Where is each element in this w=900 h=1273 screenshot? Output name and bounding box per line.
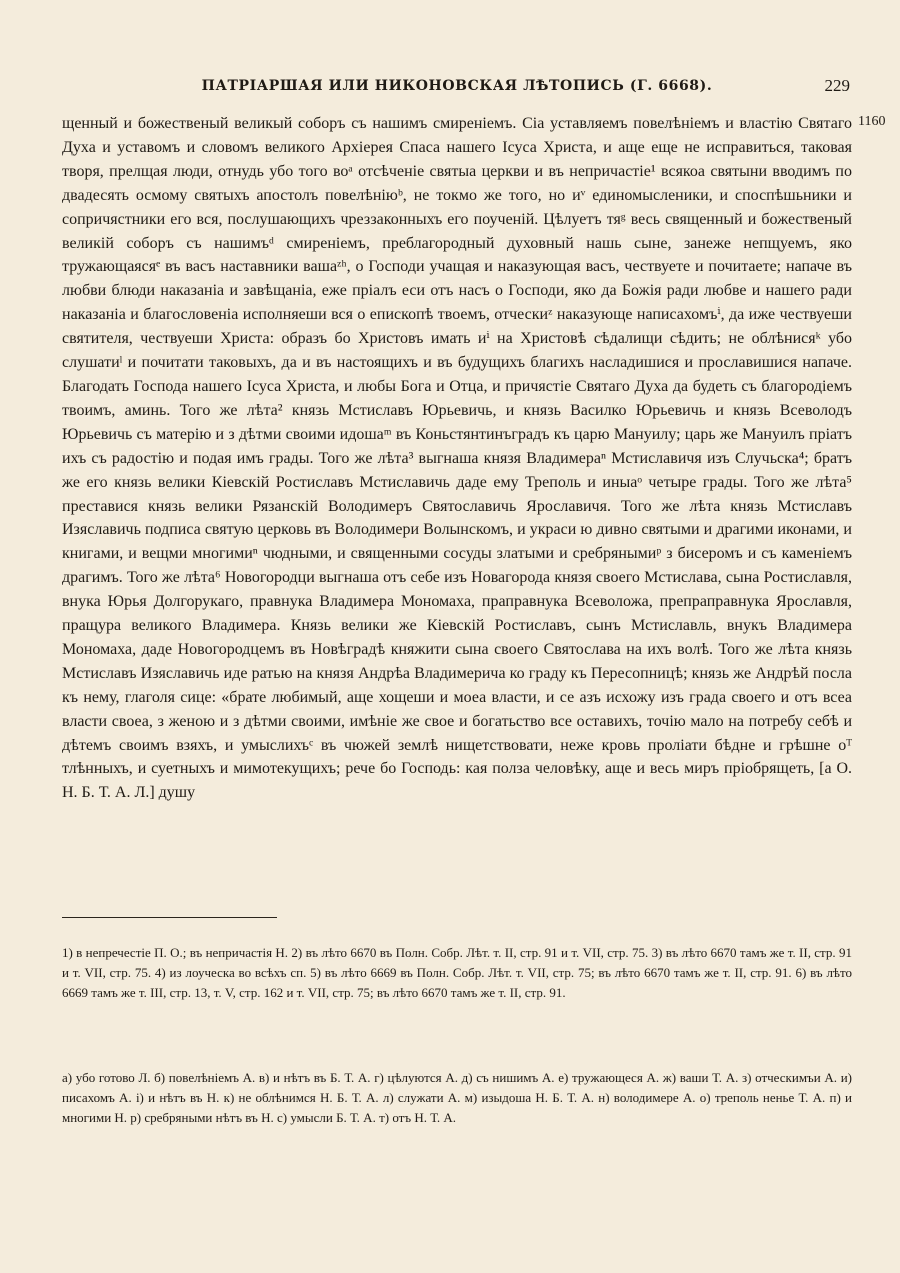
variant-readings-text: а) убо готово Л. б) повелѣніемъ А. в) и нѣтъ въ Б. Т. А. г) цѣлуются А. д) съ нишимъ А. е) тружающеся А. ж) ваши Т. А. з) отческимъи А. и) писахомъ А. і) и нѣтъ въ Н. к) не облѣнимся Н. Б. Т. А. л) служати А. м) изыдоша Н. Б. Т. А. н) володимере А. о) треполь ненье Т. А. п) и многими Н. р) сребряными нѣтъ въ Н. с) умысли Б. Т. А. т) отъ Н. Т. А. bbox=[62, 1070, 852, 1125]
margin-year: 1160 bbox=[858, 114, 886, 129]
running-title: ПАТРІАРШАЯ ИЛИ НИКОНОВСКАЯ ЛѢТОПИСЬ (Г. 6668). bbox=[201, 78, 713, 94]
footnotes-text: 1) в непречестіе П. О.; въ непричастія Н. 2) въ лѣто 6670 въ Полн. Собр. Лѣт. т. II, стр. 91 и т. VII, стр. 75. 3) въ лѣто 6670 тамъ же т. II, стр. 91 и т. VII, стр. 75. 4) из лоуческа во всѣхъ сп. 5) въ лѣто 6669 въ Полн. Собр. Лѣт. т. VII, стр. 75; въ лѣто 6670 тамъ же т. II, стр. 91. 6) въ лѣто 6669 тамъ же т. III, стр. 13, т. V, стр. 162 и т. VII, стр. 75; въ лѣто 6670 тамъ же т. II, стр. 91. bbox=[62, 945, 852, 1000]
main-text bbox=[62, 112, 852, 805]
main-paragraph: щенный и божественый великый соборъ съ нашимъ смиреніемъ. Сіа уставляемъ повелѣніемъ и властію Святаго Духа и уставомъ и словомъ великого Архіерея Спаса нашего Ісуса Христа, и аще еще не исправиться, таковая творя, прелщая люди, отнудь убо того воᵃ отсѣченіе святыа церкви и въ непричастіе¹ всякоа святыни вводимъ по двадесять осмому святыхъ апостолъ повелѣніюᵇ, не токмо же того, но иᵛ единомысленики, и споспѣшьники и сопричястники его вся, послушающихъ чреззаконныхъ его поученій. Цѣлуетъ тяᵍ весь священный и божественый великій соборъ съ нашимъᵈ смиреніемъ, преблагородный духовный нашь сыне, занеже непщуемъ, яко тружающаясяᵉ въ васъ наставники вашаᶻʰ, о Господи учащая и наказующая васъ, чествуете и почитаете; напаче въ любви блюди наказаніа и завѣщаніа, еже пріалъ еси отъ насъ о Господи, яко да Божія ради любве и нашего ради наказаніа и благословеніа исполняеши вся о епископѣ твоемъ, отческиᶻ наказующе написахомъⁱ, да иже чествуеши святителя, чествуеши Христа: образъ бо Христовъ имать иⁱ на Христовѣ сѣдалищи сѣдить; не облѣнисяᵏ убо слушатиˡ и почитати таковыхъ, да и въ настоящихъ и въ будущихъ благихъ насладишися и прославишися напаче. Благодать Господа нашего Ісуса Христа, и любы Бога и Отца, и причястіе Святаго Духа да будеть съ благородіемъ твоимъ, аминь. Того же лѣта² князь Мстиславъ Юрьевичь, и князь Василко Юрьевичь и князь Всеволодъ Юрьевичь съ матерію и з дѣтми своими идошаᵐ въ Коньстянтинъградъ къ царю Мануилу; царь же Мануилъ пріатъ ихъ съ радостію и подая имъ грады. Того же лѣта³ выгнаша князя Владимераⁿ Мстиславичя изъ Случьска⁴; братъ же его князь велики Кіевскій Ростиславъ Мстиславичь даде ему Треполь и иныаᵒ четыре грады. Того же лѣта⁵ преставися князь велики Рязанскій Володимеръ Святославичь Ярославичя. Того же лѣта князь Мстиславъ Изяславичь подписа святую церковь въ Володимери Волынскомъ, и украси ю дивно святыми и драгими иконами, и книгами, и вещми многимиⁿ чюдными, и священными сосуды златыми и сребрянымиᵖ з бисеромъ и съ каменіемъ драгимъ. Того же лѣта⁶ Новогородци выгнаша отъ себе изъ Новагорода князя своего Мстислава, сына Ростиславля, внука Юрья Долгорукаго, правнука Владимера Мономаха, праправнука Всеволожа, препраправнука Ярославля, пращура великого Владимера. Князь велики же Кіевскій Ростиславъ, сынъ Мстиславль, внукъ Владимера Мономаха, даде Новогородцемъ въ Новѣградѣ княжити сына своего Святослава на ихъ волѣ. Того же лѣта князь Мстиславъ Изяславичь иде ратью на князя Андрѣа Владимерича ко граду къ Пересопницѣ; князь же Андрѣй посла къ нему, глаголя сице: «брате любимый, аще хощеши и моеа власти, и се азъ исхожу изъ града своего и отъ всеа власти своеа, з женою и з дѣтми своими, имѣніе же свое и богатьство все оставихъ, точію мало на потребу себѣ и дѣтемъ своимъ взяхъ, и умыслихъᶜ въ чюжей землѣ нищетствовати, неже кровь проліати бѣдне и грѣшне оᵀ тлѣнныхъ, и суетныхъ и мимотекущихъ; рече бо Господь: кая полза человѣку, аще и весь миръ пріобрящеть, [а О. Н. Б. Т. А. Л.] душу bbox=[62, 115, 852, 802]
footnote-divider bbox=[62, 917, 277, 918]
footnotes bbox=[62, 943, 852, 1002]
variant-readings bbox=[62, 1068, 852, 1127]
page-header bbox=[62, 72, 852, 98]
page-number: 229 bbox=[824, 76, 850, 95]
